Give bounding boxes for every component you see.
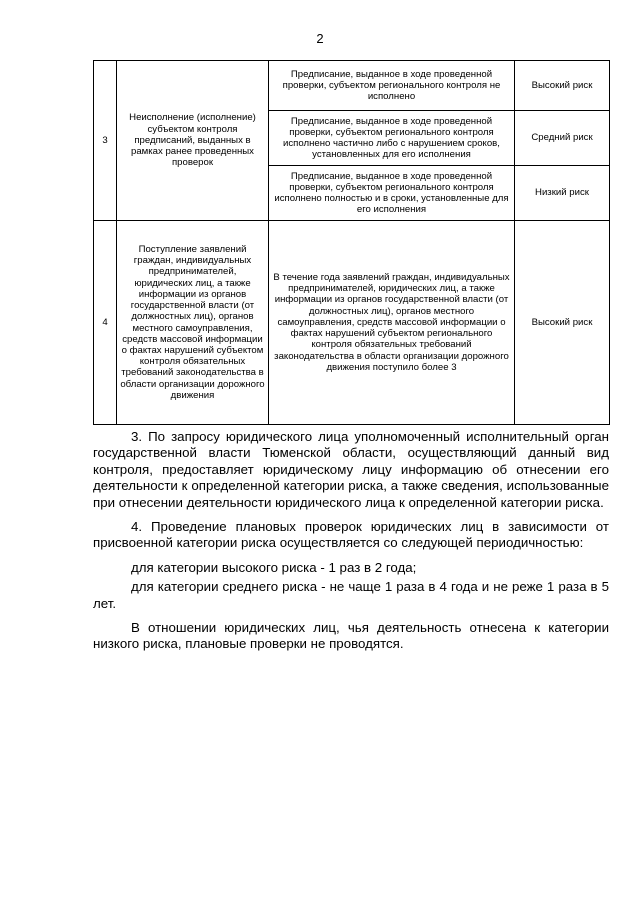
condition-cell: Предписание, выданное в ходе проведенной проверки, субъектом регионального контроля не исполнено	[269, 61, 515, 111]
condition-cell: Предписание, выданное в ходе проведенной проверки, субъектом регионального контроля исполнено частично либо с нарушением сроков, установленных для его исполнения	[269, 111, 515, 166]
body-text	[93, 429, 609, 661]
condition-cell: В течение года заявлений граждан, индивидуальных предпринимателей, юридических лиц, а также информации из органов государственной власти (от должностных лиц), органов местного самоуправления, средств массовой информации о фактах нарушений субъектом регионального контроля обязательных требований законодательства в области организации дорожного движения поступило более 3	[269, 221, 515, 425]
risk-level-cell: Высокий риск	[515, 61, 610, 111]
risk-level-cell: Высокий риск	[515, 221, 610, 425]
criterion-cell: Поступление заявлений граждан, индивидуальных предпринимателей, юридических лиц, а также информации из органов государственной власти (от должностных лиц), органов местного самоуправления, средств массовой информации о фактах нарушений субъектом контроля обязательных требований законодательства в области организации дорожного движения	[117, 221, 269, 425]
condition-cell: Предписание, выданное в ходе проведенной проверки, субъектом регионального контроля исполнено полностью и в сроки, установленные для его исполнения	[269, 166, 515, 221]
paragraph-medium-risk: для категории среднего риска - не чаще 1 раза в 4 года и не реже 1 раза в 5 лет.	[93, 579, 609, 611]
paragraph-high-risk: для категории высокого риска - 1 раз в 2 года;	[131, 559, 417, 575]
paragraph-3: 3. По запросу юридического лица уполномоченный исполнительный орган государственной власти Тюменской области, осуществляющий данный вид контроля, предоставляет юридическому лицу информацию об отнесении его деятельности к определенной категории риска, а также сведения, использованные при отнесении деятельности юридического лица к определенной категории риска.	[93, 429, 609, 510]
row-number: 4	[94, 221, 117, 425]
risk-level-cell: Низкий риск	[515, 166, 610, 221]
risk-level-cell: Средний риск	[515, 111, 610, 166]
criterion-cell: Неисполнение (исполнение) субъектом контроля предписаний, выданных в рамках ранее проведенных проверок	[117, 61, 269, 221]
table-row	[94, 221, 610, 425]
paragraph-4: 4. Проведение плановых проверок юридических лиц в зависимости от присвоенной категории риска осуществляется со следующей периодичностью:	[93, 519, 609, 551]
paragraph-low-risk: В отношении юридических лиц, чья деятельность отнесена к категории низкого риска, плановые проверки не проводятся.	[93, 620, 609, 652]
row-number: 3	[94, 61, 117, 221]
page-number: 2	[316, 31, 324, 46]
table-row	[94, 61, 610, 111]
risk-criteria-table	[93, 60, 610, 425]
